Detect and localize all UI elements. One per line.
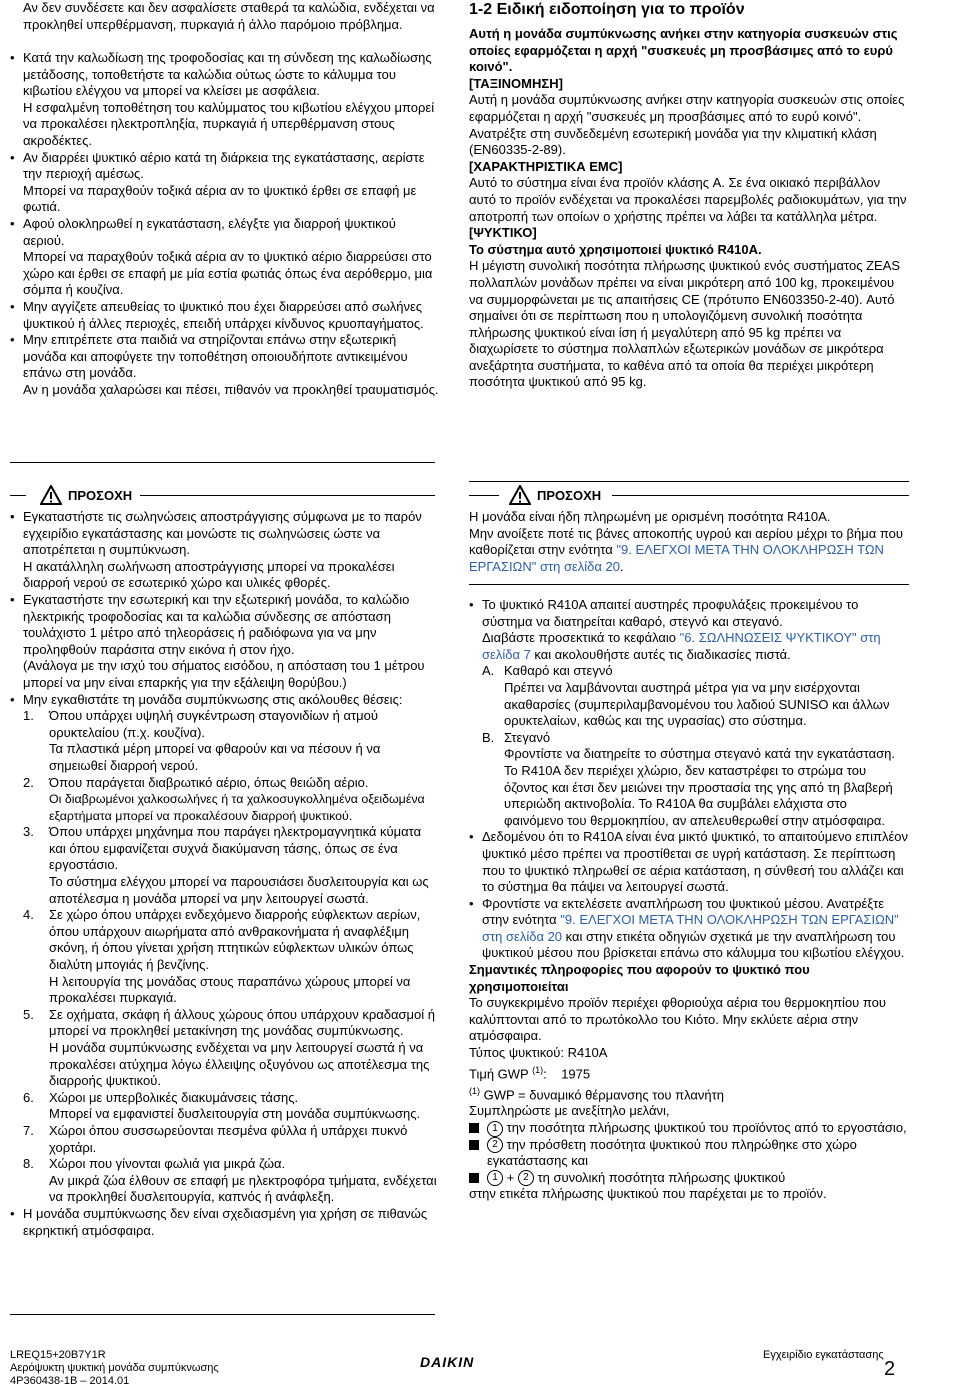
refrigerant-item: • Δεδομένου ότι το R410A είναι ένα μικτό ψυκτικό, το απαιτούμενο επιπλέον ψυκτικό μέσο πρέπει να προστίθεται σε υγρή κατάσταση. Σε περίπτωση που το ψυκτικό πληρωθεί σε αέρια κατάσταση, η σύνθεσή του αλλάζει και το σύστημα θα πάψει να λειτουργεί σωστά. (469, 829, 909, 895)
section-link[interactable]: "6. ΣΩΛΗΝΩΣΕΙΣ ΨΥΚΤΙΚΟΥ" στη σελίδα 7 (482, 630, 881, 662)
fill-item: 1 + 2 τη συνολική ποσότητα πλήρωσης ψυκτικού (469, 1170, 909, 1187)
location-item: 8. Χώροι που γίνονται φωλιά για μικρά ζώα. Αν μικρά ζώα έλθουν σε επαφή με ηλεκτροφόρα τμήματα, ενδέχεται να προκληθεί δυσλειτουργία, καπνός ή ανάφλεξη. (23, 1156, 437, 1205)
lead-paragraph: Αυτή η μονάδα συμπύκνωσης ανήκει στην κατηγορία συσκευών στις οποίες εφαρμόζεται η αρχή "συσκευές μη προσβάσιμες από το ευρύ κοινό". (469, 26, 898, 75)
caution-header-left: ΠΡΟΣΟΧΗ (40, 485, 132, 505)
warning-triangle-icon (509, 485, 531, 505)
fill-item: 2 την πρόσθετη ποσότητα ψυκτικού που πληρώθηκε στο χώρο εγκατάστασης και (469, 1137, 909, 1170)
section-link[interactable]: "9. ΕΛΕΓΧΟΙ ΜΕΤΑ ΤΗΝ ΟΛΟΚΛΗΡΩΣΗ ΤΩΝ ΕΡΓΑΣΙΩΝ" στη σελίδα 20 (482, 912, 899, 944)
refrigerant-item: • Το ψυκτικό R410A απαιτεί αυστηρές προφυλάξεις προκειμένου το σύστημα να διατηρείται καθαρό, στεγνό και στεγανό. Διαβάστε προσεκτικά το κεφάλαιο "6. ΣΩΛΗΝΩΣΕΙΣ ΨΥΚΤΙΚΟΥ" στη σελίδα 7 και ακολουθήστε αυτές τις διαδικασίες πιστά. A. Καθαρό και στεγνό Πρέπει να λαμβάνονται αυστηρά μέτρα για να μην εισέρχονται ακαθαρσίες (συμπεριλαμβανομένου του λαδιού SUNISO και άλλων ορυκτελαίων, καθώς και της υγρασίας) στο σύστημα. B. Στεγανό Φροντίστε να διατηρείτε το σύστημα στεγανό κατά την εγκατάσταση. Το R410A δεν περιέχει χλώριο, δεν καταστρέφει το στρώμα του όζοντος και έτσι δεν μειώνει την προστασία της γης από τη βλαβερή υπεριώδη ακτινοβολία. Το R410A θα συμβάλει ελάχιστα στο φαινόμενο του θερμοκηπίου, αν απελευθερωθεί στην ατμόσφαιρα. (469, 597, 909, 829)
caution-item: • Μην εγκαθιστάτε τη μονάδα συμπύκνωσης στις ακόλουθες θέσεις: (10, 692, 440, 709)
location-item: 2. Όπου παράγεται διαβρωτικό αέριο, όπως θειώδη αέριο. Οι διαβρωμένοι χαλκοσωλήνες ή τα χαλκοσυγκολλημένα οξειδωμένα εξαρτήματα μπορεί να προκαλέσουν διαρροή ψυκτικού. (23, 774, 425, 823)
section-title: [ΤΑΞΙΝΟΜΗΣΗ] (469, 75, 563, 91)
section-link[interactable]: "9. ΕΛΕΓΧΟΙ ΜΕΤΑ ΤΗΝ ΟΛΟΚΛΗΡΩΣΗ ΤΩΝ ΕΡΓΑΣΙΩΝ" στη σελίδα 20 (469, 542, 884, 574)
manual-title: Εγχειρίδιο εγκατάστασης (763, 1349, 884, 1361)
square-bullet-icon (469, 1123, 479, 1133)
circled-number-2: 2 (487, 1137, 503, 1153)
caution-rule-left (10, 495, 26, 496)
warning-item: • Μην αγγίζετε απευθείας το ψυκτικό που έχει διαρρεύσει από σωλήνες ψυκτικού ή άλλες περιοχές, επειδή υπάρχει κίνδυνος κρυοπαγήματος. (10, 299, 440, 332)
caution-item: • Εγκαταστήστε την εσωτερική και την εξωτερική μονάδα, το καλώδιο ηλεκτρικής τροφοδοσίας και τα καλώδια σύνδεσης σε απόσταση τουλάχιστο 1 μέτρο από τηλεοράσεις ή ραδιόφωνα για να μην προληφθούν παράσιτα στην εικόνα ή στον ήχο. (Ανάλογα με την ισχύ του σήματος εισόδου, η απόσταση του 1 μέτρου μπορεί να μην είναι επαρκής για την εξάλειψη θορύβου.) (10, 592, 440, 692)
location-item: 1. Όπου υπάρχει υψηλή συγκέντρωση σταγονιδίων ή ατμού ορυκτελαίου (π.χ. κουζίνα). Τα πλαστικά μέρη μπορεί να φθαρούν και να πέσουν ή να σημειωθεί διαρροή νερού. (23, 708, 381, 773)
important-title: Σημαντικές πληροφορίες που αφορούν το ψυκτικό που χρησιμοποιείται (469, 962, 810, 994)
location-item: 3. Όπου υπάρχει μηχάνημα που παράγει ηλεκτρομαγνητικά κύματα και όπου εμφανίζεται συχνά διακύμανση τάσης, όπως σε ένα εργοστάσιο. Το σύστημα ελέγχου μπορεί να παρουσιάσει δυσλειτουργία και ως αποτέλεσμα η μονάδα μπορεί να μην λειτουργεί σωστά. (23, 824, 429, 906)
divider (10, 462, 435, 463)
model-code: LREQ15+20B7Y1R (10, 1349, 106, 1361)
square-bullet-icon (469, 1173, 479, 1183)
warning-triangle-icon (40, 485, 62, 505)
divider (469, 481, 909, 482)
intro-paragraph: Αν δεν συνδέσετε και δεν ασφαλίσετε σταθερά τα καλώδια, ενδέχεται να προκληθεί υπερθέρμανση, πυρκαγιά ή άλλο παρόμοιο πρόβλημα. (23, 0, 435, 32)
right-refrigerant-body: • Το ψυκτικό R410A απαιτεί αυστηρές προφυλάξεις προκειμένου το σύστημα να διατηρείται καθαρό, στεγνό και στεγανό. Διαβάστε προσεκτικά το κεφάλαιο "6. ΣΩΛΗΝΩΣΕΙΣ ΨΥΚΤΙΚΟΥ" στη σελίδα 7 και ακολουθήστε αυτές τις διαδικασίες πιστά. A. Καθαρό και στεγνό Πρέπει να λαμβάνονται αυστηρά μέτρα για να μην εισέρχονται ακαθαρσίες (συμπεριλαμβανομένου του λαδιού SUNISO και άλλων ορυκτελαίων, καθώς και της υγρασίας) στο σύστημα. B. Στεγανό Φροντίστε να διατηρείτε το σύστημα στεγανό κατά την εγκατάσταση. Το R410A δεν περιέχει χλώριο, δεν καταστρέφει το στρώμα του όζοντος και έτσι δεν μειώνει την προστασία της γης από τη βλαβερή υπεριώδη ακτινοβολία. Το R410A θα συμβάλει ελάχιστα στο φαινόμενο του θερμοκηπίου, αν απελευθερωθεί στην ατμόσφαιρα. • Δεδομένου ότι το R410A είναι ένα μικτό ψυκτικό, το απαιτούμενο επιπλέον ψυκτικό μέσο πρέπει να προστίθεται σε υγρή κατάσταση. Σε περίπτωση που το ψυκτικό πληρωθεί σε αέρια κατάσταση, η σύνθεσή του αλλάζει και το σύστημα θα πάψει να λειτουργεί σωστά. • Φροντίστε να εκτελέσετε αναπλήρωση του ψυκτικού μέσου. Ανατρέξτε στην ενότητα "9. ΕΛΕΓΧΟΙ ΜΕΤΑ ΤΗΝ ΟΛΟΚΛΗΡΩΣΗ ΤΩΝ ΕΡΓΑΣΙΩΝ" στη σελίδα 20 και στην ετικέτα οδηγιών σχετικά με την αναπλήρωση του ψυκτικού μέσου που βρίσκεται επάνω στο κάλυμμα του κιβωτίου ελέγχου. Σημαντικές πληροφορίες που αφορούν το ψυκτικό που χρησιμοποιείται Το συγκεκριμένο προϊόν περιέχει φθοριούχα αέρια του θερμοκηπίου που καλύπτονται από το πρωτόκολλο του Κιότο. Μην εκλύετε αέρια στην ατμόσφαιρα. Τύπος ψυκτικού: R410A Τιμή GWP $^{(1)}$: 1975 $^{(1)}$ GWP = δυναμικό θέρμανσης του πλανήτη Συμπληρώστε με ανεξίτηλο μελάνι, 1 την ποσότητα πλήρωσης ψυκτικού του προϊόντος από το εργοστάσιο, 2 την πρόσθετη ποσότητα ψυκτικού που πληρώθηκε στο χώρο εγκατάστασης και 1 + 2 τη συνολική ποσότητα πλήρωσης ψυκτικού στην ετικέτα πλήρωσης ψυκτικού που παρέχεται με το προϊόν. (469, 597, 909, 1203)
right-caution-body: Η μονάδα είναι ήδη πληρωμένη με ορισμένη ποσότητα R410A. Μην ανοίξετε ποτέ τις βάνες αποκοπής υγρού και αερίου μέχρι το βήμα που καθορίζεται στην ενότητα "9. ΕΛΕΓΧΟΙ ΜΕΤΑ ΤΗΝ ΟΛΟΚΛΗΡΩΣΗ ΤΩΝ ΕΡΓΑΣΙΩΝ" στη σελίδα 20. (469, 509, 904, 574)
caution-header-right: ΠΡΟΣΟΧΗ (509, 485, 601, 505)
circled-number-2: 2 (518, 1170, 534, 1186)
caution-rule-right (140, 495, 435, 496)
location-list (10, 708, 440, 1206)
location-item: 7. Χώροι όπου συσσωρεύονται πεσμένα φύλλα ή υπάρχει πυκνό χορτάρι. (23, 1122, 408, 1155)
section-heading: 1-2 Ειδική ειδοποίηση για το προϊόν (469, 1, 745, 18)
product-name: Αερόψυκτη ψυκτική μονάδα συμπύκνωσης (10, 1362, 219, 1374)
location-item: 5. Σε οχήματα, σκάφη ή άλλους χώρους όπου υπάρχουν κραδασμοί ή μπορεί να προκληθεί μετακίνηση της μονάδας συμπύκνωσης. Η μονάδα συμπύκνωσης ενδέχεται να μην λειτουργεί σωστά ή να προκαλέσει ατύχημα λόγω έλλειψης οξυγόνου ως αποτέλεσμα της διαρροής ψυκτικού. (23, 1006, 435, 1089)
section-title: [ΨΥΚΤΙΚΟ] (469, 225, 537, 241)
footer-left (10, 1349, 219, 1388)
warning-item: • Μην επιτρέπετε στα παιδιά να στηρίζονται επάνω στην εξωτερική μονάδα και αποφύγετε την τοποθέτηση οποιουδήποτε αντικειμένου επάνω στη μονάδα. Αν η μονάδα χαλαρώσει και πέσει, πιθανόν να προκληθεί τραυματισμός. (10, 332, 440, 398)
circled-number-1: 1 (487, 1121, 503, 1137)
square-bullet-icon (469, 1140, 479, 1150)
warning-item: • Κατά την καλωδίωση της τροφοδοσίας και τη σύνδεση της καλωδίωσης μετάδοσης, τοποθετήστε τα καλώδια ούτως ώστε το κάλυμμα του κιβωτίου ελέγχου να μπορεί να κλείσει με ασφάλεια. Η εσφαλμένη τοποθέτηση του καλύμματος του κιβωτίου ελέγχου μπορεί να προκαλέσει ηλεκτροπληξία, πυρκαγιά ή υπερθέρμανση στους ακροδέκτες. (10, 50, 440, 150)
location-item: 6. Χώροι με υπερβολικές διακυμάνσεις τάσης. Μπορεί να εμφανιστεί δυσλειτουργία στη μονάδα συμπύκνωσης. (23, 1089, 421, 1122)
caution-rule-left (469, 495, 499, 496)
divider (10, 1314, 435, 1315)
right-column: 1-2 Ειδική ειδοποίηση για το προϊόν Αυτή η μονάδα συμπύκνωσης ανήκει στην κατηγορία συσκευών στις οποίες εφαρμόζεται η αρχή "συσκευές μη προσβάσιμες από το ευρύ κοινό". [ΤΑΞΙΝΟΜΗΣΗ] Αυτή η μονάδα συμπύκνωσης ανήκει στην κατηγορία συσκευών στις οποίες εφαρμόζεται η αρχή "συσκευές μη προσβάσιμες από το ευρύ κοινό". Ανατρέξτε στη συνδεδεμένη εσωτερική μονάδα για την κλιματική κλάση (EN60335-2-89). [ΧΑΡΑΚΤΗΡΙΣΤΙΚΑ EMC] Αυτό το σύστημα είναι ένα προϊόν κλάσης A. Σε ένα οικιακό περιβάλλον αυτό το προϊόν ενδέχεται να προκαλέσει παρεμβολές ραδιοκυμάτων, για την αποτροπή των οποίων ο χρήστης πρέπει να λάβει τα κατάλληλα μέτρα. [ΨΥΚΤΙΚΟ] Το σύστημα αυτό χρησιμοποιεί ψυκτικό R410A. Η μέγιστη συνολική ποσότητα πλήρωσης ψυκτικού ενός συστήματος ZEAS πολλαπλών μονάδων πρέπει να είναι μικρότερη από 100 kg, προκειμένου να συμμορφώνεται με τις απαιτήσεις CE (πρότυπο EN603350-2-40). Αυτό σημαίνει ότι σε περίπτωση που η υπολογιζόμενη συνολική ποσότητα πλήρωσης ψυκτικού είναι ίση ή μεγαλύτερη από 95 kg πρέπει να διαχωρίσετε το σύστημα πολλαπλών εξωτερικών μονάδων σε μικρότερα ανεξάρτητα συστήματα, το καθένα από τα οποία θα περιέχει μικρότερη ποσότητα ψυκτικού από 95 kg. (469, 0, 909, 391)
warning-item: • Αν διαρρέει ψυκτικό αέριο κατά τη διάρκεια της εγκατάστασης, αερίστε την περιοχή αμέσως. Μπορεί να παραχθούν τοξικά αέρια αν το ψυκτικό έρθει σε επαφή με φωτιά. (10, 150, 440, 216)
location-item: 4. Σε χώρο όπου υπάρχει ενδεχόμενο διαρροής εύφλεκτων αερίων, όπου υπάρχουν αιωρήματα από ανθρακονήματα ή αναφλέξιμη σκόνη, ή όπου γίνεται χρήση πτητικών εύφλεκτων υλικών όπως διαλύτη μπογιάς ή βενζίνης. Η λειτουργία της μονάδας στους παραπάνω χώρους μπορεί να προκαλέσει πυρκαγιά. (23, 907, 421, 1006)
divider (469, 584, 909, 585)
refrigerant-item: • Φροντίστε να εκτελέσετε αναπλήρωση του ψυκτικού μέσου. Ανατρέξτε στην ενότητα "9. ΕΛΕΓΧΟΙ ΜΕΤΑ ΤΗΝ ΟΛΟΚΛΗΡΩΣΗ ΤΩΝ ΕΡΓΑΣΙΩΝ" στη σελίδα 20 και στην ετικέτα οδηγιών σχετικά με την αναπλήρωση του ψυκτικού μέσου που βρίσκεται επάνω στο κάλυμμα του κιβωτίου ελέγχου. (469, 896, 909, 962)
section-title: [ΧΑΡΑΚΤΗΡΙΣΤΙΚΑ EMC] (469, 158, 623, 174)
page-number: 2 (884, 1358, 896, 1380)
warning-item: • Αφού ολοκληρωθεί η εγκατάσταση, ελέγξτε για διαρροή ψυκτικού αεριού. Μπορεί να παραχθούν τοξικά αέρια αν το ψυκτικό αέριο διαρρεύσει στο χώρο και έρθει σε επαφή με μία εστία φωτιάς όπως ένα αερόθερμο, μια σόμπα ή κουζίνα. (10, 216, 440, 299)
left-caution-body (10, 509, 440, 1239)
daikin-logo: DAIKIN (420, 1354, 475, 1370)
fill-item: 1 την ποσότητα πλήρωσης ψυκτικού του προϊόντος από το εργοστάσιο, (469, 1120, 909, 1137)
document-code: 4P360438-1B – 2014.01 (10, 1375, 130, 1387)
circled-number-1: 1 (487, 1170, 503, 1186)
warning-list (10, 50, 440, 398)
caution-item: • Η μονάδα συμπύκνωσης δεν είναι σχεδιασμένη για χρήση σε πιθανώς εκρηκτική ατμόσφαιρα. (10, 1206, 440, 1239)
caution-item: • Εγκαταστήστε τις σωληνώσεις αποστράγγισης σύμφωνα με το παρόν εγχειρίδιο εγκατάστασης και μονώστε τις σωληνώσεις ώστε να αποτρέπεται η συμπύκνωση. Η ακατάλληλη σωλήνωση αποστράγγισης μπορεί να προκαλέσει διαρροή νερού σε εσωτερικό χώρο και υλικές φθορές. (10, 509, 440, 592)
caution-rule-right (612, 495, 909, 496)
